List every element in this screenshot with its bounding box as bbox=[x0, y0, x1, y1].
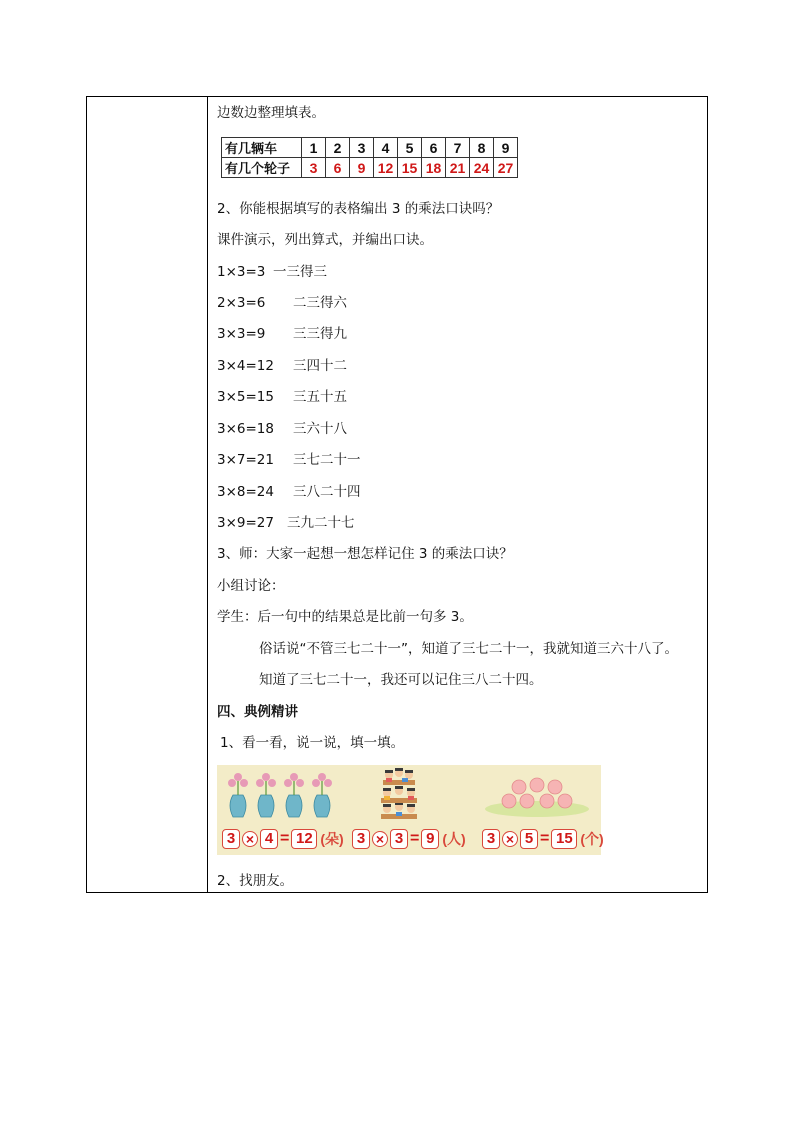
times-icon: × bbox=[372, 831, 388, 847]
vases-panel bbox=[217, 765, 344, 855]
unit-label: (朵) bbox=[320, 831, 344, 847]
picture-equation-3 bbox=[481, 829, 604, 849]
formula-line bbox=[217, 483, 361, 501]
formula-rhyme: 二三得六 bbox=[293, 295, 347, 311]
answer-box: 9 bbox=[421, 829, 439, 849]
table-cell: 3 bbox=[350, 138, 374, 158]
formula-line bbox=[217, 420, 347, 438]
formula-equation: 3×9=27 bbox=[217, 515, 274, 531]
table-row bbox=[222, 158, 518, 178]
section-heading: 四、典例精讲 bbox=[217, 704, 298, 720]
children-illustration bbox=[345, 765, 469, 827]
formula-line bbox=[217, 451, 361, 469]
formula-line bbox=[217, 388, 347, 406]
formula-equation: 1×3=3 bbox=[217, 264, 266, 280]
formula-equation: 2×3=6 bbox=[217, 295, 266, 311]
answer-box: 3 bbox=[390, 829, 408, 849]
table-cell: 7 bbox=[446, 138, 470, 158]
demo-text: 课件演示，列出算式，并编出口诀。 bbox=[217, 232, 433, 248]
table-cell: 6 bbox=[326, 158, 350, 178]
exercise-picture bbox=[217, 765, 604, 855]
formula-equation: 3×7=21 bbox=[217, 452, 274, 468]
unit-label: (人) bbox=[442, 831, 466, 847]
peaches-panel bbox=[475, 765, 604, 855]
answer-box: 3 bbox=[352, 829, 370, 849]
formula-rhyme: 三九二十七 bbox=[287, 515, 355, 531]
children-panel bbox=[345, 765, 469, 855]
equals-icon: = bbox=[280, 830, 290, 847]
equals-icon: = bbox=[410, 830, 420, 847]
row-label-cars: 有几辆车 bbox=[222, 138, 302, 158]
times-icon: × bbox=[502, 831, 518, 847]
table-cell: 15 bbox=[398, 158, 422, 178]
times-icon: × bbox=[242, 831, 258, 847]
row-label-wheels: 有几个轮子 bbox=[222, 158, 302, 178]
table-cell: 5 bbox=[398, 138, 422, 158]
answer-box: 4 bbox=[260, 829, 278, 849]
saying-line-2: 知道了三七二十一，我还可以记住三八二十四。 bbox=[259, 672, 543, 688]
table-row bbox=[222, 138, 518, 158]
answer-box: 3 bbox=[482, 829, 500, 849]
table-cell: 6 bbox=[422, 138, 446, 158]
formula-rhyme: 三五十五 bbox=[293, 389, 347, 405]
question-2: 2、你能根据填写的表格编出 3 的乘法口诀吗？ bbox=[217, 201, 500, 217]
table-cell: 4 bbox=[374, 138, 398, 158]
peaches-illustration bbox=[475, 765, 601, 827]
formula-line bbox=[217, 514, 355, 532]
formula-equation: 3×6=18 bbox=[217, 421, 274, 437]
formula-equation: 3×4=12 bbox=[217, 358, 274, 374]
unit-label: (个) bbox=[580, 831, 604, 847]
vases-illustration bbox=[217, 765, 341, 827]
exercise-2: 2、找朋友。 bbox=[217, 873, 294, 889]
wheel-table bbox=[221, 137, 518, 178]
picture-equation-1 bbox=[221, 829, 344, 849]
discussion-label: 小组讨论： bbox=[217, 578, 285, 594]
formula-line bbox=[217, 263, 327, 281]
column-divider bbox=[207, 97, 208, 892]
table-cell: 18 bbox=[422, 158, 446, 178]
saying-line-1: 俗话说“不管三七二十一”，知道了三七二十一，我就知道三六十八了。 bbox=[259, 641, 678, 657]
formula-rhyme: 三三得九 bbox=[293, 326, 347, 342]
intro-text: 边数边整理填表。 bbox=[217, 105, 325, 121]
table-cell: 9 bbox=[494, 138, 518, 158]
lesson-table-frame bbox=[86, 96, 708, 893]
equals-icon: = bbox=[540, 830, 550, 847]
table-cell: 21 bbox=[446, 158, 470, 178]
student-answer: 学生：后一句中的结果总是比前一句多 3。 bbox=[217, 609, 473, 625]
formula-equation: 3×8=24 bbox=[217, 484, 274, 500]
answer-box: 15 bbox=[551, 829, 577, 849]
formula-rhyme: 三四十二 bbox=[293, 358, 347, 374]
formula-rhyme: 三八二十四 bbox=[293, 484, 361, 500]
table-cell: 24 bbox=[470, 158, 494, 178]
exercise-1: 1、看一看，说一说，填一填。 bbox=[220, 735, 405, 751]
formula-rhyme: 三六十八 bbox=[293, 421, 347, 437]
table-cell: 3 bbox=[302, 158, 326, 178]
formula-rhyme: 三七二十一 bbox=[293, 452, 361, 468]
answer-box: 12 bbox=[291, 829, 317, 849]
table-cell: 27 bbox=[494, 158, 518, 178]
table-cell: 2 bbox=[326, 138, 350, 158]
formula-equation: 3×5=15 bbox=[217, 389, 274, 405]
table-cell: 12 bbox=[374, 158, 398, 178]
table-cell: 1 bbox=[302, 138, 326, 158]
picture-equation-2 bbox=[351, 829, 466, 849]
answer-box: 5 bbox=[520, 829, 538, 849]
formula-line bbox=[217, 294, 347, 312]
formula-rhyme: 一三得三 bbox=[273, 264, 327, 280]
question-3: 3、师：大家一起想一想怎样记住 3 的乘法口诀？ bbox=[217, 546, 513, 562]
table-cell: 9 bbox=[350, 158, 374, 178]
formula-line bbox=[217, 325, 347, 343]
answer-box: 3 bbox=[222, 829, 240, 849]
table-cell: 8 bbox=[470, 138, 494, 158]
formula-line bbox=[217, 357, 347, 375]
formula-equation: 3×3=9 bbox=[217, 326, 266, 342]
